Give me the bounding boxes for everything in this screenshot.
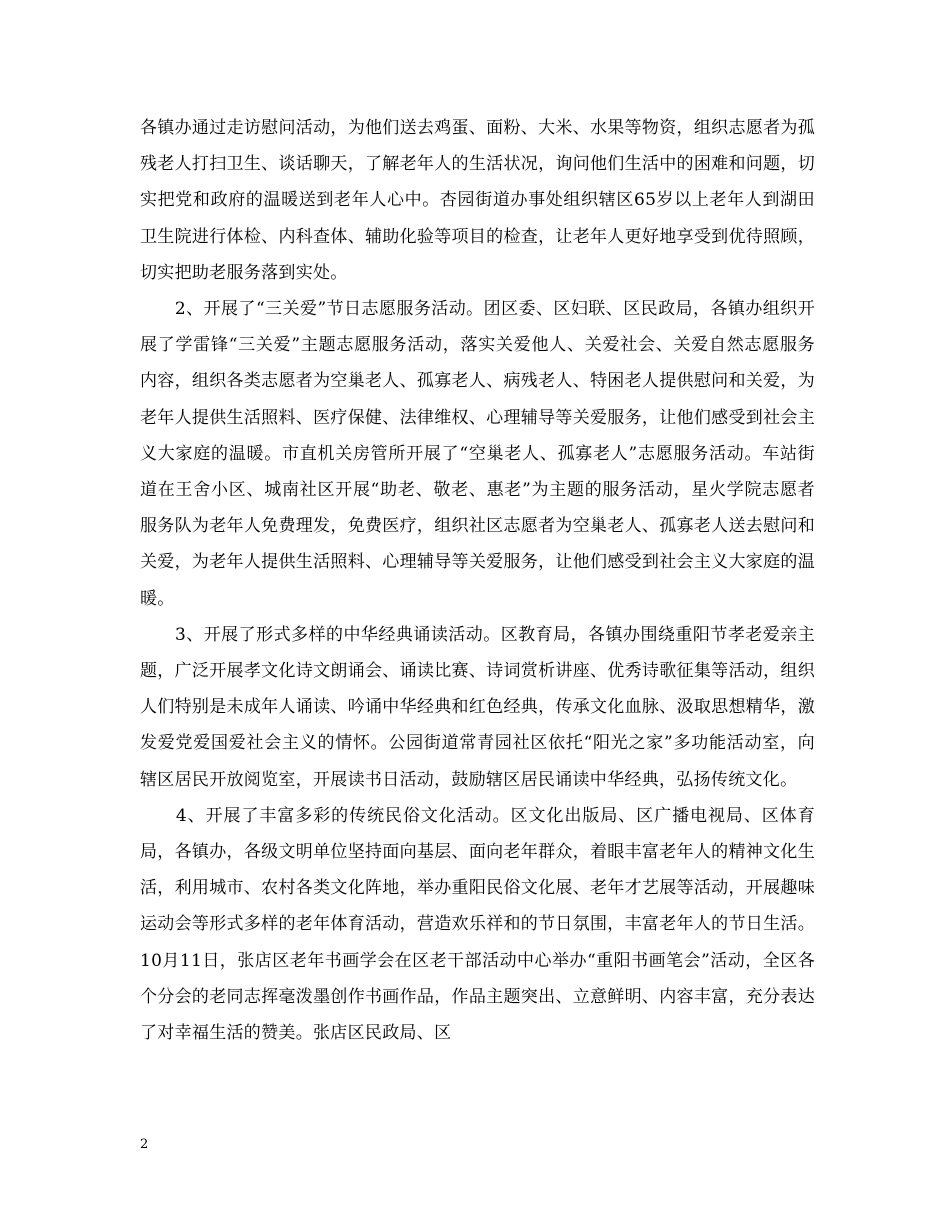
page-number: 2 (140, 1137, 149, 1152)
paragraph-continuation: 各镇办通过走访慰问活动，为他们送去鸡蛋、面粉、大米、水果等物资，组织志愿者为孤残老人打扫卫生、谈话聊天，了解老年人的生活状况，询问他们生活中的困难和问题，切实把党和政府的温暖送到老年人心中。杏园街道办事处组织辖区65岁以上老年人到湖田卫生院进行体检、内科查体、辅助化验等项目的检查，让老年人更好地享受到优待照顾，切实把助老服务落到实处。 (140, 118, 815, 283)
paragraph-item-2: 2、开展了“三关爱”节日志愿服务活动。团区委、区妇联、区民政局，各镇办组织开展了学雷锋“三关爱”主题志愿服务活动，落实关爱他人、关爱社会、关爱自然志愿服务内容，组织各类志愿者为空巢老人、孤寡老人、病残老人、特困老人提供慰问和关爱，为老年人提供生活照料、医疗保健、法律维权、心理辅导等关爱服务，让他们感受到社会主义大家庭的温暖。市直机关房管所开展了“空巢老人、孤寡老人”志愿服务活动。车站街道在王舍小区、城南社区开展“助老、敬老、惠老”为主题的服务活动，星火学院志愿者服务队为老年人免费理发，免费医疗，组织社区志愿者为空巢老人、孤寡老人送去慰问和关爱，为老年人提供生活照料、心理辅导等关爱服务，让他们感受到社会主义大家庭的温暖。 (140, 299, 815, 609)
paragraph-item-4: 4、开展了丰富多彩的传统民俗文化活动。区文化出版局、区广播电视局、区体育局，各镇办，各级文明单位坚持面向基层、面向老年群众，着眼丰富老年人的精神文化生活，利用城市、农村各类文化阵地，举办重阳民俗文化展、老年才艺展等活动，开展趣味运动会等形式多样的老年体育活动，营造欢乐祥和的节日氛围，丰富老年人的节日生活。10月11日，张店区老年书画学会在区老干部活动中心举办“重阳书画笔会”活动，全区各个分会的老同志挥毫泼墨创作书画作品，作品主题突出、立意鲜明、内容丰富，充分表达了对幸福生活的赞美。张店区民政局、区 (140, 805, 815, 1044)
body-text (140, 110, 815, 1051)
paragraph-item-3: 3、开展了形式多样的中华经典诵读活动。区教育局，各镇办围绕重阳节孝老爱亲主题，广泛开展孝文化诗文朗诵会、诵读比赛、诗词赏析讲座、优秀诗歌征集等活动，组织人们特别是未成年人诵读、吟诵中华经典和红色经典，传承文化血脉、汲取思想精华，激发爱党爱国爱社会主义的情怀。公园街道常青园社区依托“阳光之家”多功能活动室，向辖区居民开放阅览室，开展读书日活动，鼓励辖区居民诵读中华经典，弘扬传统文化。 (140, 624, 815, 790)
